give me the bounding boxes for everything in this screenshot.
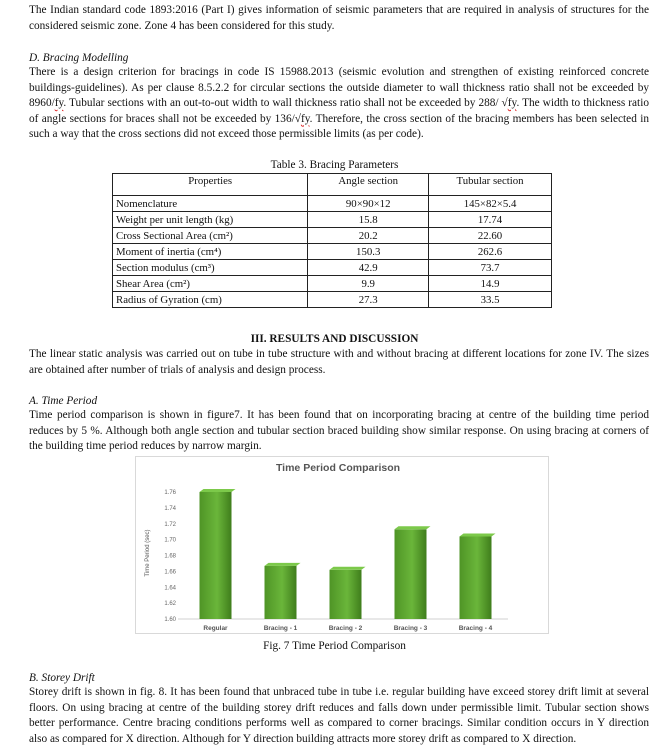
y-tick-label: 1.72 [164, 521, 176, 528]
storey-drift-heading: B. Storey Drift [29, 672, 95, 684]
y-tick-label: 1.74 [164, 505, 176, 512]
time-period-heading: A. Time Period [29, 395, 98, 407]
x-tick-label: Regular [203, 625, 228, 632]
x-tick-label: Bracing - 2 [328, 625, 363, 632]
y-tick-label: 1.76 [164, 490, 176, 496]
bar [460, 536, 492, 619]
chart-x-ticks [203, 625, 492, 632]
bar [330, 570, 362, 619]
y-tick-label: 1.62 [164, 601, 176, 608]
fy-term: fy [300, 112, 310, 125]
bar [265, 566, 297, 619]
table-cell: 145×82×5.4 [429, 196, 552, 212]
table-cell: 20.2 [308, 228, 429, 244]
bar-top [265, 563, 301, 566]
table-row [113, 228, 552, 244]
results-paragraph: The linear static analysis was carried out on tube in tube structure with and without bracing at different locations for zone IV. The sizes are obtained after number of trials of analysis and design process. [29, 348, 649, 376]
bracing-text-1: There is a design criterion for bracings in code IS 15988.2013 (seismic evolution and strengthen of existing reinforced concrete buildings-guidelines). As per clause 8.5.2.2 for circular sections the outside diameter to wall thickness ratio shall not be exceeded by 8960/ [29, 66, 649, 109]
y-tick-label: 1.60 [164, 617, 176, 623]
time-period-paragraph: Time period comparison is shown in figure7. It has been found that on incorporating bracing at centre of the building time period reduces by 5 %. Although both angle section and tubular section braced building show similar response. On using bracing at corners of the building time period reduces by narrow margin. [29, 409, 649, 452]
table-row [113, 276, 552, 292]
table-header-row [113, 174, 552, 196]
intro-paragraph: The Indian standard code 1893:2016 (Part I) gives information of seismic parameters that are required in analysis of structures for the considered seismic zone. Zone 4 has been considered for this study. [29, 4, 649, 32]
table-row [113, 196, 552, 212]
fy-term: fy [507, 97, 517, 109]
table-cell: 90×90×12 [308, 196, 429, 212]
x-tick-label: Bracing - 1 [263, 625, 298, 632]
chart-canvas [136, 457, 548, 633]
figure-caption: Fig. 7 Time Period Comparison [263, 640, 406, 652]
bracing-heading: D. Bracing Modelling [29, 52, 129, 64]
y-tick-label: 1.68 [164, 553, 176, 560]
bar [200, 492, 232, 619]
table-cell: 14.9 [429, 276, 552, 292]
table-cell: Nomenclature [113, 196, 308, 212]
table-cell: 33.5 [429, 292, 552, 308]
bracing-parameters-table [112, 173, 552, 308]
chart-bars [200, 489, 496, 619]
chart-y-ticks [164, 490, 176, 623]
table-cell: 9.9 [308, 276, 429, 292]
y-tick-label: 1.64 [164, 585, 176, 592]
bracing-paragraph [29, 65, 649, 143]
table-row [113, 244, 552, 260]
x-tick-label: Bracing - 3 [393, 625, 428, 632]
bar [395, 529, 427, 619]
table-row [113, 260, 552, 276]
table-row [113, 292, 552, 308]
table-cell: 262.6 [429, 244, 552, 260]
time-period-chart [135, 456, 549, 634]
table-cell: Shear Area (cm²) [113, 276, 308, 292]
table-cell: 27.3 [308, 292, 429, 308]
bar-top [330, 567, 366, 570]
table-cell: Weight per unit length (kg) [113, 212, 308, 228]
table-row [113, 212, 552, 228]
bracing-text-3: . The width to thickness ratio of angle sections for braces shall not be exceeded by 136/√ [29, 97, 649, 125]
x-tick-label: Bracing - 4 [458, 625, 493, 632]
bracing-text-4: . Therefore, the cross section of the bracing members has been selected in such a way that the cross sections did not exceed those permissible limits (as per code). [29, 112, 649, 140]
bracing-text-2: . Tubular sections with an out-to-out width to wall thickness ratio shall not be exceeded by 288/ √ [63, 97, 508, 109]
table-cell: 17.74 [429, 212, 552, 228]
table-cell: 42.9 [308, 260, 429, 276]
storey-drift-paragraph: Storey drift is shown in fig. 8. It has been found that unbraced tube in tube i.e. regular building have exceed storey drift limit at several floors. On using bracing at centre of the building storey drift reduces and falls down under permissible limit. Tubular section shows better performance. Centre bracing conditions performs well as compared to corner bracings. Similar condition occurs in Y direction also as compared for X direction. Although for Y direction building attracts more storey drift as compared to X direction. [29, 686, 649, 745]
table-cell: 73.7 [429, 260, 552, 276]
chart-title: Time Period Comparison [275, 462, 401, 474]
table-cell: Radius of Gyration (cm) [113, 292, 308, 308]
table-header-cell: Tubular section [429, 174, 552, 196]
table-cell: 150.3 [308, 244, 429, 260]
table-caption: Table 3. Bracing Parameters [270, 159, 399, 171]
table-cell: Section modulus (cm³) [113, 260, 308, 276]
table-cell: 15.8 [308, 212, 429, 228]
table-cell: Moment of inertia (cm⁴) [113, 244, 308, 260]
table-cell: Cross Sectional Area (cm²) [113, 228, 308, 244]
bar-top [395, 526, 431, 529]
bar-top [460, 533, 496, 536]
table-cell: 22.60 [429, 228, 552, 244]
table-header-cell: Properties [113, 174, 308, 196]
bar-top [200, 489, 236, 492]
chart-y-axis-label: Time Period (sec) [145, 529, 151, 577]
fy-term: fy [54, 97, 64, 109]
results-heading: III. RESULTS AND DISCUSSION [250, 333, 419, 345]
y-tick-label: 1.70 [164, 537, 176, 544]
table-header-cell: Angle section [308, 174, 429, 196]
y-tick-label: 1.66 [164, 569, 176, 576]
